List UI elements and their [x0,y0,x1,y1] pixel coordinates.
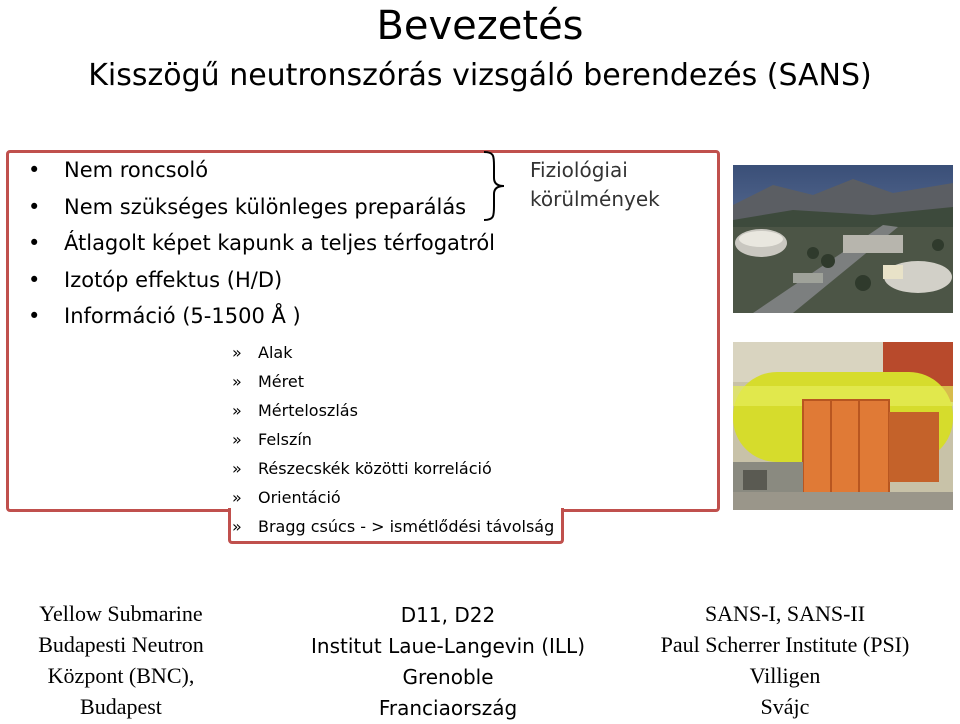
caption-line: Villigen [749,663,821,688]
sub-item: » Részecskék közötti korreláció [232,454,554,483]
bullet-item: • Nem roncsoló [28,152,495,189]
slide-title: Bevezetés [376,3,584,49]
brace-note [530,156,660,214]
sub-item: » Méret [232,367,554,396]
bullet-list [28,152,495,335]
caption-line: Svájc [760,694,810,719]
sub-item: » Mérteloszlás [232,396,554,425]
caption-line: Franciaország [378,696,518,720]
bullet-item: • Izotóp effektus (H/D) [28,262,495,299]
brace-note-line: körülmények [530,187,660,211]
brace-note-line: Fiziológiai [530,158,628,182]
caption-right [630,598,940,722]
caption-line: D11, D22 [400,603,496,627]
sub-item: » Alak [232,338,554,367]
sub-item: » Orientáció [232,483,554,512]
caption-line: Budapest [80,694,162,719]
caption-left [10,598,232,722]
caption-line: Központ (BNC), [47,663,195,688]
slide-subtitle: Kisszögű neutronszórás vizsgáló berendezés (SANS) [88,58,872,93]
curly-brace-icon [480,150,510,222]
sub-item: » Felszín [232,425,554,454]
caption-line: SANS-I, SANS-II [704,601,866,626]
sub-bullet-list [232,338,554,541]
bullet-item: • Nem szükséges különleges preparálás [28,189,495,226]
caption-line: Yellow Submarine [39,601,203,626]
bullet-item: • Átlagolt képet kapunk a teljes térfogatról [28,225,495,262]
caption-line: Grenoble [402,665,494,689]
caption-line: Paul Scherrer Institute (PSI) [660,632,910,657]
caption-center [290,600,606,724]
aerial-facility-photo [733,165,953,313]
bullet-item: • Információ (5-1500 Å ) [28,298,495,335]
sub-item: » Bragg csúcs - > ismétlődési távolság [232,512,554,541]
caption-line: Budapesti Neutron [38,632,204,657]
yellow-submarine-instrument-photo [733,342,953,510]
caption-line: Institut Laue-Langevin (ILL) [311,634,585,658]
